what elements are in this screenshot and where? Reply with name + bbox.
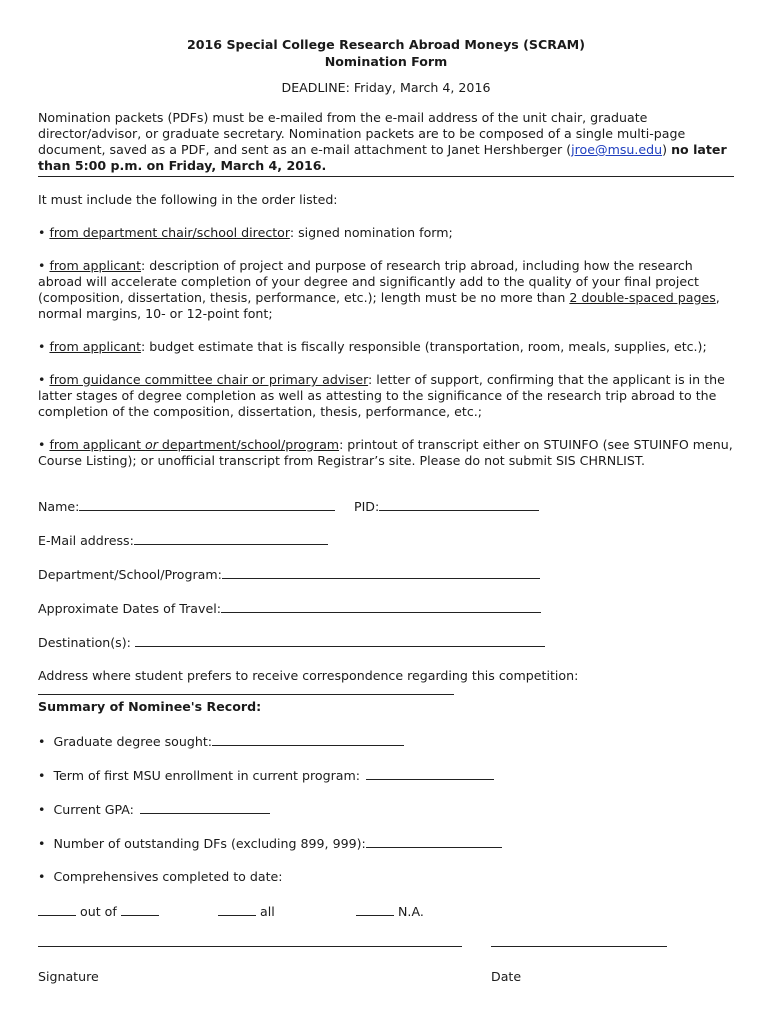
name-field[interactable] xyxy=(79,498,335,511)
requirement-item-1 xyxy=(38,225,734,241)
out-of-label: out of xyxy=(80,904,117,919)
title-line-1: 2016 Special College Research Abroad Moneys (SCRAM) xyxy=(187,37,585,52)
destination-field[interactable] xyxy=(135,634,545,647)
requirement-source-a: from applicant xyxy=(49,437,146,452)
intro-text: Nomination packets (PDFs) must be e-mailed from the e-mail address of the unit chair, graduate director/advisor, or graduate secretary. Nomination packets are to be composed of a single multi-page document, saved as a PDF, and sent as an e-mail attachment to Janet Hershberger ( xyxy=(38,110,686,157)
requirement-text: : letter of support, confirming that the applicant is in the latter stages of degree completion as well as attesting to the significance of the research trip abroad to the completion of the composition, dissertation, thesis, performance, etc.; xyxy=(38,372,725,419)
date-label: Date xyxy=(491,969,522,984)
email-label: E-Mail address: xyxy=(38,533,134,548)
address-row xyxy=(38,668,578,684)
all-label: all xyxy=(260,904,275,919)
requirement-source-or: or xyxy=(145,437,158,452)
degree-field[interactable] xyxy=(212,733,404,746)
name-row xyxy=(38,498,335,515)
dates-field[interactable] xyxy=(221,600,541,613)
bullet-icon: • xyxy=(38,768,54,783)
destination-label: Destination(s): xyxy=(38,635,131,650)
comps-out-of-row xyxy=(38,903,159,920)
gpa-label: Current GPA: xyxy=(53,802,134,817)
page-limit: 2 double-spaced pages xyxy=(569,290,716,305)
requirement-text: : signed nomination form; xyxy=(289,225,453,240)
section-divider xyxy=(38,176,734,177)
intro-paragraph xyxy=(38,110,734,174)
requirement-source: from guidance committee chair or primary adviser xyxy=(49,372,369,387)
title-line-2: Nomination Form xyxy=(324,54,448,69)
requirement-item-4 xyxy=(38,372,734,420)
requirement-item-5 xyxy=(38,437,734,469)
destination-row xyxy=(38,634,545,651)
comps-completed-field[interactable] xyxy=(38,903,76,916)
comps-row xyxy=(38,869,283,885)
degree-row xyxy=(38,733,404,750)
requirements-lead: It must include the following in the order listed: xyxy=(38,192,338,207)
bullet-icon: • xyxy=(38,437,50,452)
pid-row xyxy=(354,498,539,515)
term-label: Term of first MSU enrollment in current program: xyxy=(53,768,360,783)
email-field[interactable] xyxy=(134,532,328,545)
dates-row xyxy=(38,600,541,617)
summary-heading: Summary of Nominee's Record: xyxy=(38,699,262,714)
dfs-label: Number of outstanding DFs (excluding 899, 999): xyxy=(53,836,366,851)
signature-line[interactable] xyxy=(38,946,462,947)
intro-deadline-bold: no later than 5:00 p.m. on Friday, March 4, 2016. xyxy=(38,142,727,173)
name-label: Name: xyxy=(38,499,80,514)
requirement-source-b: department/school/program xyxy=(157,437,340,452)
requirement-source: from department chair/school director xyxy=(49,225,290,240)
bullet-icon: • xyxy=(38,802,54,817)
bullet-icon: • xyxy=(38,869,54,884)
na-label: N.A. xyxy=(398,904,424,919)
requirement-source: from applicant xyxy=(49,339,142,354)
comps-na-field[interactable] xyxy=(356,903,394,916)
email-row xyxy=(38,532,328,549)
pid-field[interactable] xyxy=(379,498,539,511)
deadline-line: DEADLINE: Friday, March 4, 2016 xyxy=(281,80,491,95)
signature-label: Signature xyxy=(38,969,99,984)
bullet-icon: • xyxy=(38,836,54,851)
pid-label: PID: xyxy=(354,499,380,514)
comps-total-field[interactable] xyxy=(121,903,159,916)
department-row xyxy=(38,566,540,583)
form-title xyxy=(38,36,734,70)
requirement-text: : description of project and purpose of research trip abroad, including how the research abroad will accelerate completion of your degree and significantly add to the quality of your final project (composition, dissertation, thesis, performance, etc.); length must be no more than xyxy=(38,258,699,305)
dfs-field[interactable] xyxy=(366,835,502,848)
comps-label: Comprehensives completed to date: xyxy=(53,869,283,884)
dfs-row xyxy=(38,835,502,852)
nomination-form-page xyxy=(38,36,734,469)
comps-all-row xyxy=(218,903,275,920)
intro-text-2: ) xyxy=(662,142,672,157)
bullet-icon: • xyxy=(38,258,50,273)
address-field[interactable] xyxy=(38,694,454,695)
department-field[interactable] xyxy=(222,566,540,579)
bullet-icon: • xyxy=(38,225,50,240)
date-line[interactable] xyxy=(491,946,667,947)
comps-na-row xyxy=(356,903,424,920)
term-row xyxy=(38,767,494,784)
degree-label: Graduate degree sought: xyxy=(53,734,213,749)
comps-all-field[interactable] xyxy=(218,903,256,916)
address-label: Address where student prefers to receive correspondence regarding this competition: xyxy=(38,668,579,683)
gpa-field[interactable] xyxy=(140,801,270,814)
requirement-source xyxy=(49,437,339,452)
term-field[interactable] xyxy=(366,767,494,780)
requirement-text: : printout of transcript either on STUINFO (see STUINFO menu, Course Listing); or unofficial transcript from Registrar’s site. Please do not submit SIS CHRNLIST. xyxy=(38,437,733,468)
dates-label: Approximate Dates of Travel: xyxy=(38,601,221,616)
requirement-text: : budget estimate that is fiscally responsible (transportation, room, meals, supplies, etc.); xyxy=(141,339,707,354)
requirement-item-3 xyxy=(38,339,734,355)
gpa-row xyxy=(38,801,270,818)
requirement-source: from applicant xyxy=(49,258,142,273)
requirement-item-2 xyxy=(38,258,734,322)
bullet-icon: • xyxy=(38,339,50,354)
department-label: Department/School/Program: xyxy=(38,567,222,582)
bullet-icon: • xyxy=(38,372,50,387)
requirement-text-tail: , normal margins, 10- or 12-point font; xyxy=(38,290,720,321)
email-link[interactable]: jroe@msu.edu xyxy=(571,142,663,157)
bullet-icon: • xyxy=(38,734,54,749)
